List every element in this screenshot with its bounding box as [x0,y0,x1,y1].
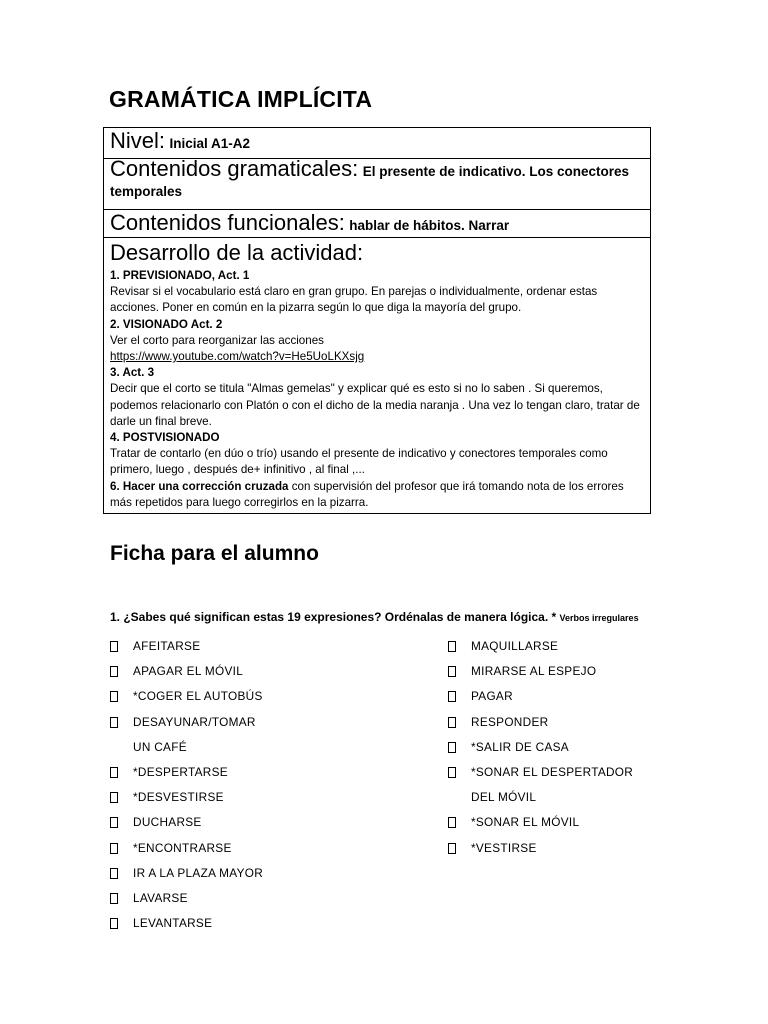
step3-title: 3. Act. 3 [110,366,155,380]
gramaticales-row [104,159,651,210]
checkbox-icon [448,666,456,677]
desarrollo-row [104,238,651,514]
gramaticales-value: El presente de indicativo. Los conectores temporales [110,164,630,199]
checkbox-icon [110,918,118,929]
nivel-value: Inicial A1-A2 [169,136,250,151]
checkbox-icon [110,817,118,828]
list-item-label: LEVANTARSE [133,916,213,931]
funcionales-value: hablar de hábitos. Narrar [349,218,510,233]
question-note: Verbos irregulares [559,613,639,623]
list-item-label: *SALIR DE CASA [471,739,569,754]
list-item-label: RESPONDER [471,714,549,729]
funcionales-row [104,210,651,238]
step6-title: 6. Hacer una corrección cruzada [110,479,289,493]
list-item-label: PAGAR [471,689,513,704]
desarrollo-label: Desarrollo de la actividad: [110,240,364,265]
checkbox-icon [110,641,118,652]
checkbox-icon [110,792,118,803]
step6-text: con supervisión del profesor que irá tomando nota de los errores más repetidos para luego corregirlos en la pizarra. [110,479,624,509]
step4-text: Tratar de contarlo (en dúo o trío) usando el presente de indicativo y conectores temporales como primero, luego , después de+ infinitivo , al final ,... [110,447,608,477]
step1-title: 1. PREVISIONADO, Act. 1 [110,269,250,282]
gramaticales-label: Contenidos gramaticales: [110,156,359,181]
step2-title: 2. VISIONADO Act. 2 [110,317,223,331]
list-item-label: IR A LA PLAZA MAYOR [133,865,264,880]
checkbox-icon [110,868,118,879]
list-item-label: *DESVESTIRSE [133,790,224,805]
list-item-label: *VESTIRSE [471,840,537,855]
desarrollo-body [110,268,644,513]
step4-title: 4. POSTVISIONADO [110,431,220,445]
list-item-label: *SONAR EL DESPERTADOR [471,764,634,779]
list-item-label: DESAYUNAR/TOMAR [133,714,256,729]
nivel-label: Nivel: [110,128,166,153]
list-item-label: *SONAR EL MÓVIL [471,815,580,830]
checkbox-icon [110,666,118,677]
list-item-label: AFEITARSE [133,639,201,653]
question-main: 1. ¿Sabes qué significan estas 19 expresiones? Ordénalas de manera lógica. * [110,610,560,624]
checkbox-icon [448,817,456,828]
list-item-label: UN CAFÉ [133,739,187,754]
list-item-label: *COGER EL AUTOBÚS [133,689,263,704]
list-item-label: LAVARSE [133,890,188,905]
checkbox-icon [110,893,118,904]
list-item-label: *ENCONTRARSE [133,840,232,855]
checkbox-icon [110,717,118,728]
checkbox-icon [448,691,456,702]
step3-text: Decir que el corto se titula "Almas gemelas" y explicar qué es esto si no lo saben . Si queremos, podemos relacionarlo con Platón o con el dicho de la media naranja . Una vez lo tengan claro, tratar de darle un final breve. [110,382,640,428]
list-item-label: *DESPERTARSE [133,764,228,779]
checkbox-icon [110,767,118,778]
nivel-row [104,128,651,159]
checkbox-icon [448,843,456,854]
checkbox-icon [110,843,118,854]
video-link[interactable]: https://www.youtube.com/watch?v=He5UoLKXsjg [110,350,365,364]
list-item-label: DEL MÓVIL [471,790,537,805]
step1-text: Revisar si el vocabulario está claro en gran grupo. En parejas o individualmente, ordenar estas acciones. Poner en común en la pizarra según lo que diga la mayoría del grupo. [110,285,598,315]
list-item-label: MIRARSE AL ESPEJO [471,664,597,679]
list-item-label: DUCHARSE [133,815,202,830]
step2-text: Ver el corto para reorganizar las acciones [110,333,324,347]
checkbox-icon [448,641,456,652]
checkbox-icon [448,767,456,778]
list-item-label: MAQUILLARSE [471,639,559,653]
activity-info-table [103,127,651,514]
document-title: GRAMÁTICA IMPLÍCITA [109,86,373,112]
checkbox-icon [448,742,456,753]
funcionales-label: Contenidos funcionales: [110,210,345,235]
list-item-label: APAGAR EL MÓVIL [133,664,244,679]
question-text [110,610,639,624]
checkbox-icon [110,691,118,702]
ficha-title: Ficha para el alumno [110,542,319,565]
checkbox-icon [448,717,456,728]
